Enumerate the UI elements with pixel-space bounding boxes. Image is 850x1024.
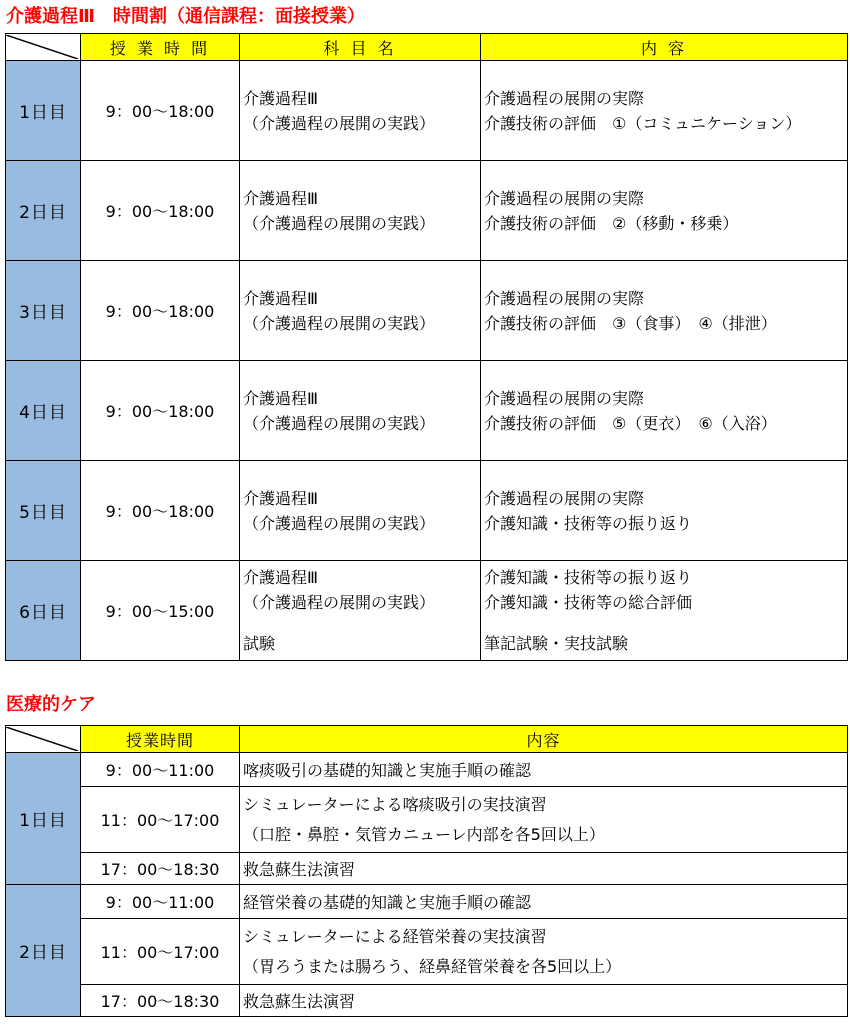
subject-line: 介護過程Ⅲ [243, 568, 319, 587]
table-row [6, 985, 848, 1017]
header-subject: 科 目 名 [240, 34, 481, 61]
day-label: 5日目 [6, 461, 81, 561]
content-cell [240, 753, 848, 787]
corner-cell [6, 726, 81, 753]
time-cell: 17：00～18:30 [81, 985, 240, 1017]
schedule-header-row [6, 34, 848, 61]
day-label: 2日目 [6, 885, 81, 1017]
subject-cell [240, 361, 481, 461]
time-cell: 11：00～17:00 [81, 919, 240, 985]
header-time: 授業時間 [81, 726, 240, 753]
content-line: 経管栄養の基礎的知識と実施手順の確認 [243, 893, 532, 912]
table-row [6, 787, 848, 853]
table-row [6, 885, 848, 919]
subject-line: （介護過程の展開の実践） [243, 593, 436, 612]
subject-line: （介護過程の展開の実践） [243, 413, 436, 433]
day-label: 1日目 [6, 61, 81, 161]
time-cell: 9：00～15:00 [81, 561, 240, 661]
time-cell: 9：00～18:00 [81, 361, 240, 461]
table-row [6, 561, 848, 661]
time-cell: 9：00～18:00 [81, 261, 240, 361]
table-row [6, 919, 848, 985]
table-row [6, 361, 848, 461]
table-row [6, 853, 848, 885]
content-cell [240, 919, 848, 985]
content-line: シミュレーターによる喀痰吸引の実技演習 [243, 794, 547, 814]
subject-cell [240, 461, 481, 561]
content-line: （口腔・鼻腔・気管カニューレ内部を各5回以上） [243, 824, 605, 844]
content-line: 介護技術の評価 ②（移動・移乗） [484, 213, 739, 233]
content-line: 介護技術の評価 ①（コミュニケーション） [484, 113, 802, 133]
content-line: 介護過程の展開の実際 [484, 288, 645, 308]
schedule-table-2 [5, 725, 848, 1017]
content-line: （胃ろうまたは腸ろう、経鼻経管栄養を各5回以上） [243, 956, 622, 976]
subject-extra: 試験 [243, 634, 276, 653]
content-cell [481, 461, 848, 561]
content-cell [240, 853, 848, 885]
subject-line: 介護過程Ⅲ [243, 488, 319, 508]
content-cell [240, 985, 848, 1017]
subject-cell [240, 561, 481, 661]
content-line: 介護過程の展開の実際 [484, 388, 645, 408]
subject-line: 介護過程Ⅲ [243, 188, 319, 208]
header-time: 授 業 時 間 [81, 34, 240, 61]
table-row [6, 261, 848, 361]
table-row [6, 161, 848, 261]
content-line: 介護技術の評価 ⑤（更衣） ⑥（入浴） [484, 413, 777, 433]
subject-line: （介護過程の展開の実践） [243, 513, 436, 533]
content-cell [481, 361, 848, 461]
subject-line: （介護過程の展開の実践） [243, 113, 436, 133]
time-cell: 9：00～18:00 [81, 61, 240, 161]
content-line: 介護知識・技術等の振り返り [484, 513, 693, 533]
content-line: 介護過程の展開の実際 [484, 488, 645, 508]
content-line: 救急蘇生法演習 [243, 992, 356, 1011]
section1-title: 介護過程Ⅲ 時間割（通信課程：面接授業） [6, 6, 366, 27]
time-cell: 17：00～18:30 [81, 853, 240, 885]
subject-line: 介護過程Ⅲ [243, 388, 319, 408]
content-cell [481, 561, 848, 661]
content-cell [481, 161, 848, 261]
content-line: シミュレーターによる経管栄養の実技演習 [243, 926, 547, 946]
subject-line: 介護過程Ⅲ [243, 88, 319, 108]
header-content: 内容 [240, 726, 848, 753]
content-line: 介護知識・技術等の振り返り [484, 568, 693, 587]
table-row [6, 61, 848, 161]
table-row [6, 461, 848, 561]
time-cell: 9：00～18:00 [81, 161, 240, 261]
time-cell: 9：00～11:00 [81, 753, 240, 787]
content-cell [481, 61, 848, 161]
subject-line: 介護過程Ⅲ [243, 288, 319, 308]
content-line: 喀痰吸引の基礎的知識と実施手順の確認 [243, 761, 532, 780]
time-cell: 11：00～17:00 [81, 787, 240, 853]
day-label: 4日目 [6, 361, 81, 461]
day-label: 2日目 [6, 161, 81, 261]
content-cell [481, 261, 848, 361]
content-line: 介護技術の評価 ③（食事） ④（排泄） [484, 313, 777, 333]
section2-title: 医療的ケア [6, 694, 96, 715]
content-line: 介護過程の展開の実際 [484, 188, 645, 208]
subject-cell [240, 161, 481, 261]
content-cell [240, 885, 848, 919]
content-line: 介護知識・技術等の総合評価 [484, 593, 693, 612]
subject-line: （介護過程の展開の実践） [243, 313, 436, 333]
content-extra: 筆記試験・実技試験 [484, 634, 629, 653]
subject-line: （介護過程の展開の実践） [243, 213, 436, 233]
day-label: 1日目 [6, 753, 81, 885]
day-label: 3日目 [6, 261, 81, 361]
schedule-table-1 [5, 33, 848, 661]
time-cell: 9：00～18:00 [81, 461, 240, 561]
corner-cell [6, 34, 81, 61]
content-cell [240, 787, 848, 853]
content-line: 介護過程の展開の実際 [484, 88, 645, 108]
subject-cell [240, 61, 481, 161]
medical-header-row [6, 726, 848, 753]
subject-cell [240, 261, 481, 361]
day-label: 6日目 [6, 561, 81, 661]
content-line: 救急蘇生法演習 [243, 860, 356, 879]
time-cell: 9：00～11:00 [81, 885, 240, 919]
table-row [6, 753, 848, 787]
header-content: 内 容 [481, 34, 848, 61]
